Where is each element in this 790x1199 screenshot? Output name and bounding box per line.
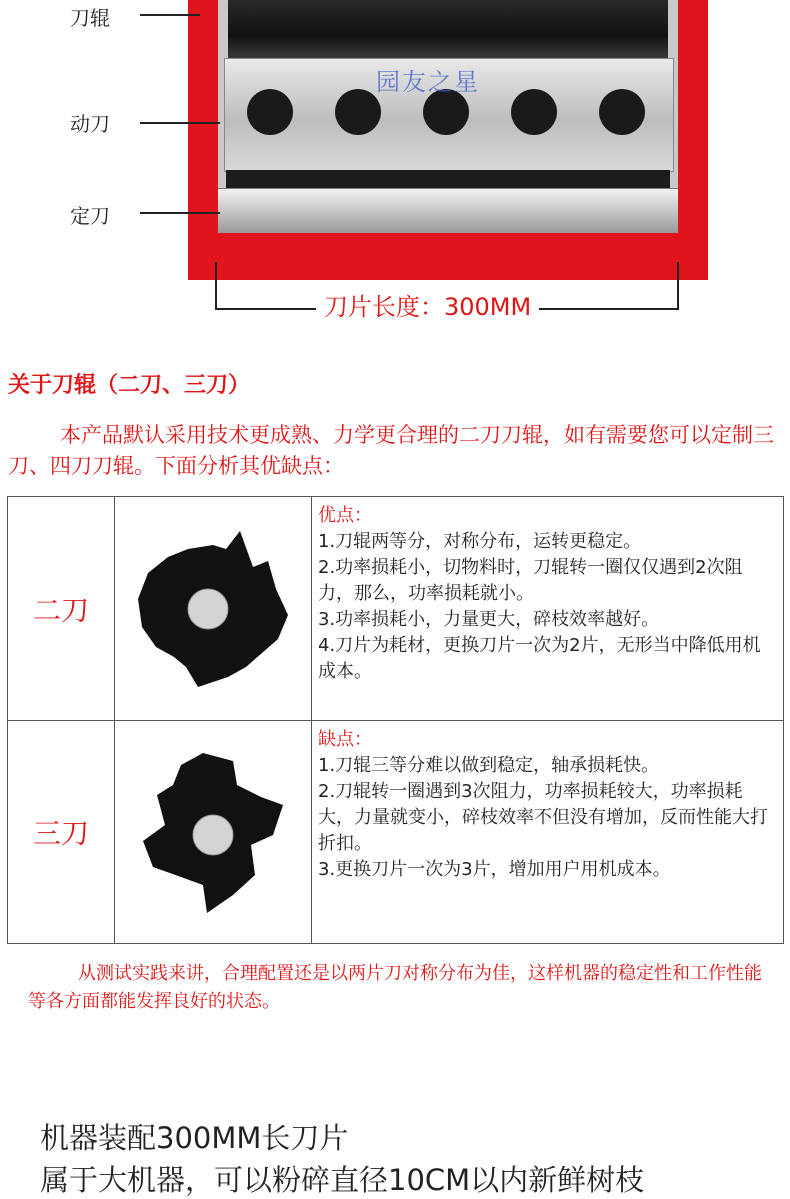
fixed-blade-image [218, 188, 678, 233]
row-label: 二刀 [8, 497, 115, 721]
conclusion-text: 从测试实践来讲，合理配置还是以两片刀对称分布为佳，这样机器的稳定性和工作性能等各方面都能发挥良好的状态。 [28, 963, 762, 1012]
list-item: 4.刀片为耗材，更换刀片一次为2片，无形当中降低用机成本。 [318, 635, 761, 682]
two-blade-roller-icon [128, 527, 298, 687]
roller-label: 刀辊 [70, 6, 110, 30]
icon-cell [115, 497, 312, 721]
roller-image [228, 0, 668, 58]
conclusion-paragraph [28, 960, 778, 1016]
table-row-two-blade [8, 497, 784, 721]
machine-illustration [188, 0, 708, 280]
fixed-blade-callout-line [140, 212, 220, 214]
table-row-three-blade [8, 721, 784, 944]
moving-blade-label: 动刀 [70, 112, 110, 136]
bottom-description: 属于大机器，可以粉碎直径10CM以内新鲜树枝 [40, 1163, 645, 1197]
disadvantages-heading: 缺点： [318, 729, 372, 750]
advantages-cell [312, 497, 784, 721]
list-item: 1.刀辊两等分，对称分布，运转更稳定。 [318, 531, 642, 552]
list-item: 3.功率损耗小，力量更大，碎枝效率越好。 [318, 609, 660, 630]
advantages-heading: 优点： [318, 505, 372, 526]
bolt-icon [247, 89, 293, 135]
disadvantages-cell [312, 721, 784, 944]
icon-cell [115, 721, 312, 944]
bolt-icon [599, 89, 645, 135]
fixed-blade-label: 定刀 [70, 204, 110, 228]
row-label: 三刀 [8, 721, 115, 944]
list-item: 2.功率损耗小，切物料时，刀辊转一圈仅仅遇到2次阻力，那么，功率损耗就小。 [318, 557, 743, 604]
intro-text: 本产品默认采用技术更成熟、力学更合理的二刀刀辊，如有需要您可以定制三刀、四刀刀辊。下面分析其优缺点： [8, 423, 774, 478]
moving-blade-callout-line [140, 122, 220, 124]
list-item: 2.刀辊转一圈遇到3次阻力，功率损耗较大，功率损耗大，力量就变小，碎枝效率不但没有增加，反而性能大打折扣。 [318, 781, 768, 854]
section-title: 关于刀辊（二刀、三刀） [8, 373, 251, 398]
comparison-table [7, 496, 784, 944]
three-blade-roller-icon [133, 745, 293, 915]
bolt-icon [335, 89, 381, 135]
bolt-icon [511, 89, 557, 135]
list-item: 1.刀辊三等分难以做到稳定，轴承损耗快。 [318, 755, 660, 776]
bottom-title: 机器装配300MM长刀片 [40, 1121, 349, 1155]
roller-callout-line [140, 14, 200, 16]
watermark: 园友之星 [376, 68, 480, 96]
blade-length-label: 刀片长度：300MM [316, 291, 539, 323]
list-item: 3.更换刀片一次为3片，增加用户用机成本。 [318, 859, 671, 880]
lower-roller-image [226, 170, 670, 188]
intro-paragraph [8, 420, 786, 482]
